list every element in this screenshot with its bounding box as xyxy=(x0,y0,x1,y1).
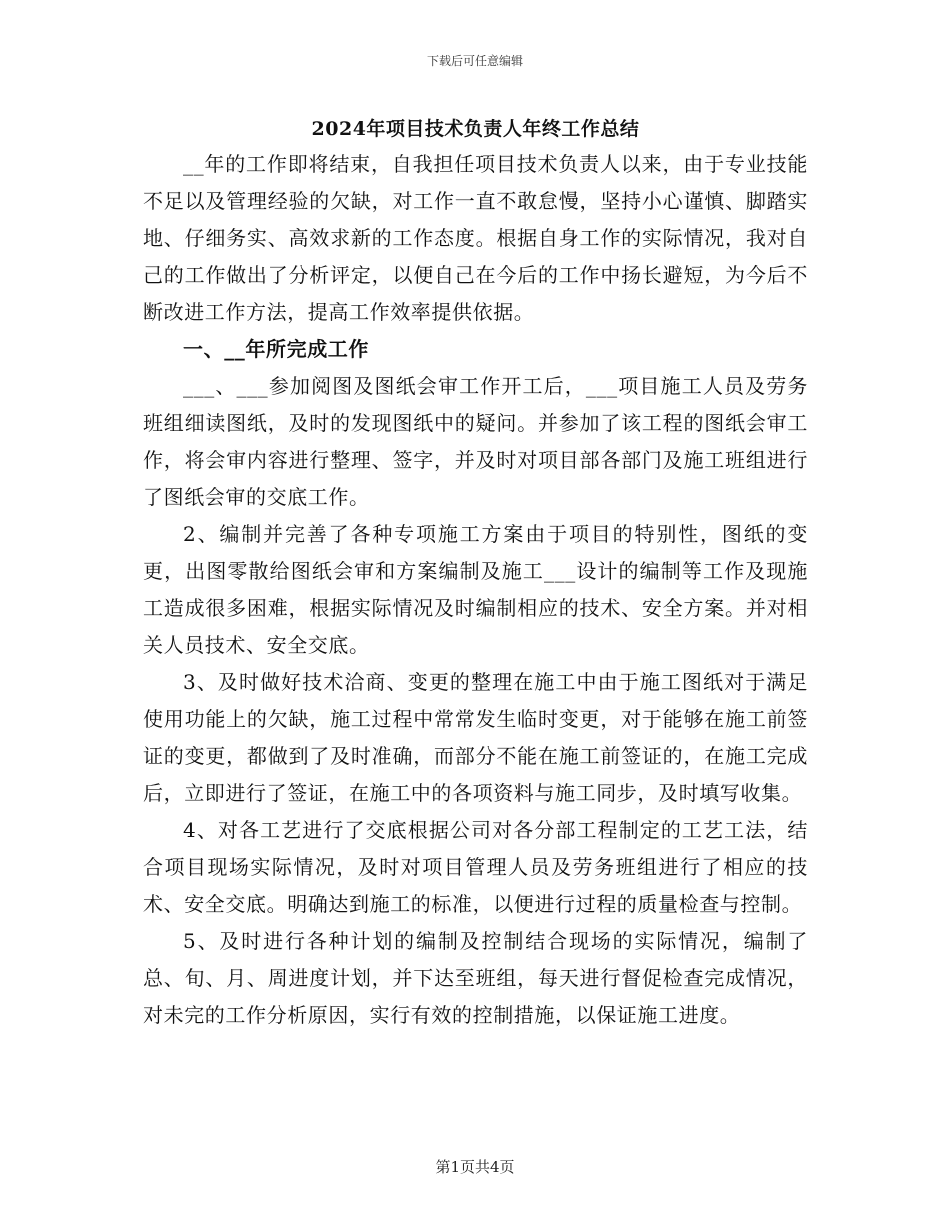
work-item-3: 3、及时做好技术洽商、变更的整理在施工中由于施工图纸对于满足使用功能上的欠缺，施工过程中常常发生临时变更，对于能够在施工前签证的变更，都做到了及时准确，而部分不能在施工前签证的，在施工完成后，立即进行了签证，在施工中的各项资料与施工同步，及时填写收集。 xyxy=(143,670,808,805)
page-indicator: 第1页共4页 xyxy=(435,1158,515,1176)
work-item-4: 4、对各工艺进行了交底根据公司对各分部工程制定的工艺工法，结合项目现场实际情况，及时对项目管理人员及劳务班组进行了相应的技术、安全交底。明确达到施工的标准，以便进行过程的质量检查与控制。 xyxy=(143,818,808,916)
work-item-5: 5、及时进行各种计划的编制及控制结合现场的实际情况，编制了总、旬、月、周进度计划，并下达至班组，每天进行督促检查完成情况，对未完的工作分析原因，实行有效的控制措施，以保证施工进度。 xyxy=(143,929,808,1027)
document-title: 2024年项目技术负责人年终工作总结 xyxy=(311,118,640,140)
work-item-1: ___、___参加阅图及图纸会审工作开工后，___项目施工人员及劳务班组细读图纸，及时的发现图纸中的疑问。并参加了该工程的图纸会审工作，将会审内容进行整理、签字，并及时对项目部各部门及施工班组进行了图纸会审的交底工作。 xyxy=(143,374,808,509)
document-body xyxy=(143,112,808,1034)
section-heading: 一、__年所完成工作 xyxy=(183,337,369,361)
intro-paragraph: __年的工作即将结束，自我担任项目技术负责人以来，由于专业技能不足以及管理经验的欠缺，对工作一直不敢怠慢，坚持小心谨慎、脚踏实地、仔细务实、高效求新的工作态度。根据自身工作的实际情况，我对自己的工作做出了分析评定，以便自己在今后的工作中扬长避短，为今后不断改进工作方法，提高工作效率提供依据。 xyxy=(143,152,808,324)
work-item-2: 2、编制并完善了各种专项施工方案由于项目的特别性，图纸的变更，出图零散给图纸会审和方案编制及施工___设计的编制等工作及现施工造成很多困难，根据实际情况及时编制相应的技术、安全方案。并对相关人员技术、安全交底。 xyxy=(143,522,808,657)
header-note: 下载后可任意编辑 xyxy=(426,54,523,68)
